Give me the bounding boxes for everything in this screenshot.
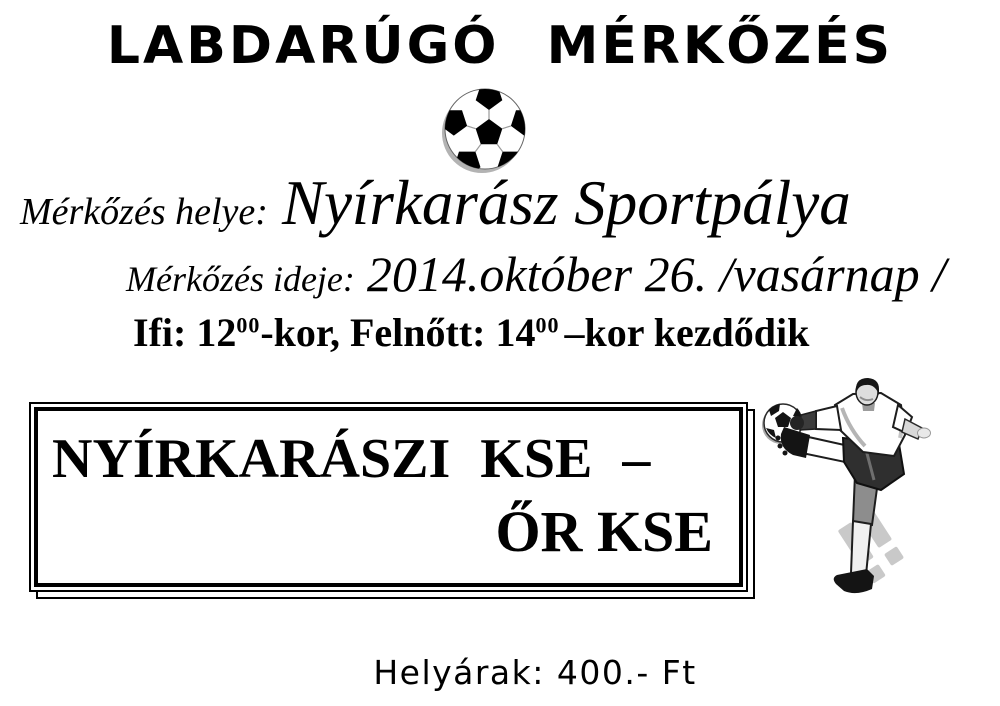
page-title: LABDARÚGÓ MÉRKŐZÉS — [106, 16, 894, 76]
kicking-footballer-icon — [752, 376, 1000, 610]
match-date-line — [126, 246, 947, 302]
date-label: Mérkőzés ideje: — [126, 259, 355, 299]
kickoff-superscript-1: 00 — [236, 312, 261, 338]
away-team-name: ŐR KSE — [495, 499, 713, 565]
ticket-price-line: Helyárak: 400.- Ft — [373, 653, 697, 692]
match-teams-box-inner-border — [34, 407, 743, 587]
kickoff-part3: –kor kezdődik — [564, 310, 810, 355]
kickoff-part2: -kor, Felnőtt: 14 — [260, 310, 536, 355]
kickoff-part1: Ifi: 12 — [133, 310, 237, 355]
match-location-line — [20, 168, 851, 238]
match-teams-box — [29, 402, 748, 592]
home-team-name: NYÍRKARÁSZI KSE – — [52, 428, 651, 490]
location-label: Mérkőzés helye: — [20, 191, 268, 233]
location-value: Nyírkarász Sportpálya — [281, 168, 851, 238]
soccer-ball-icon — [436, 86, 536, 180]
kickoff-times-line — [133, 310, 810, 355]
date-value: 2014.október 26. /vasárnap / — [366, 246, 947, 302]
kickoff-superscript-2: 00 — [535, 312, 560, 338]
